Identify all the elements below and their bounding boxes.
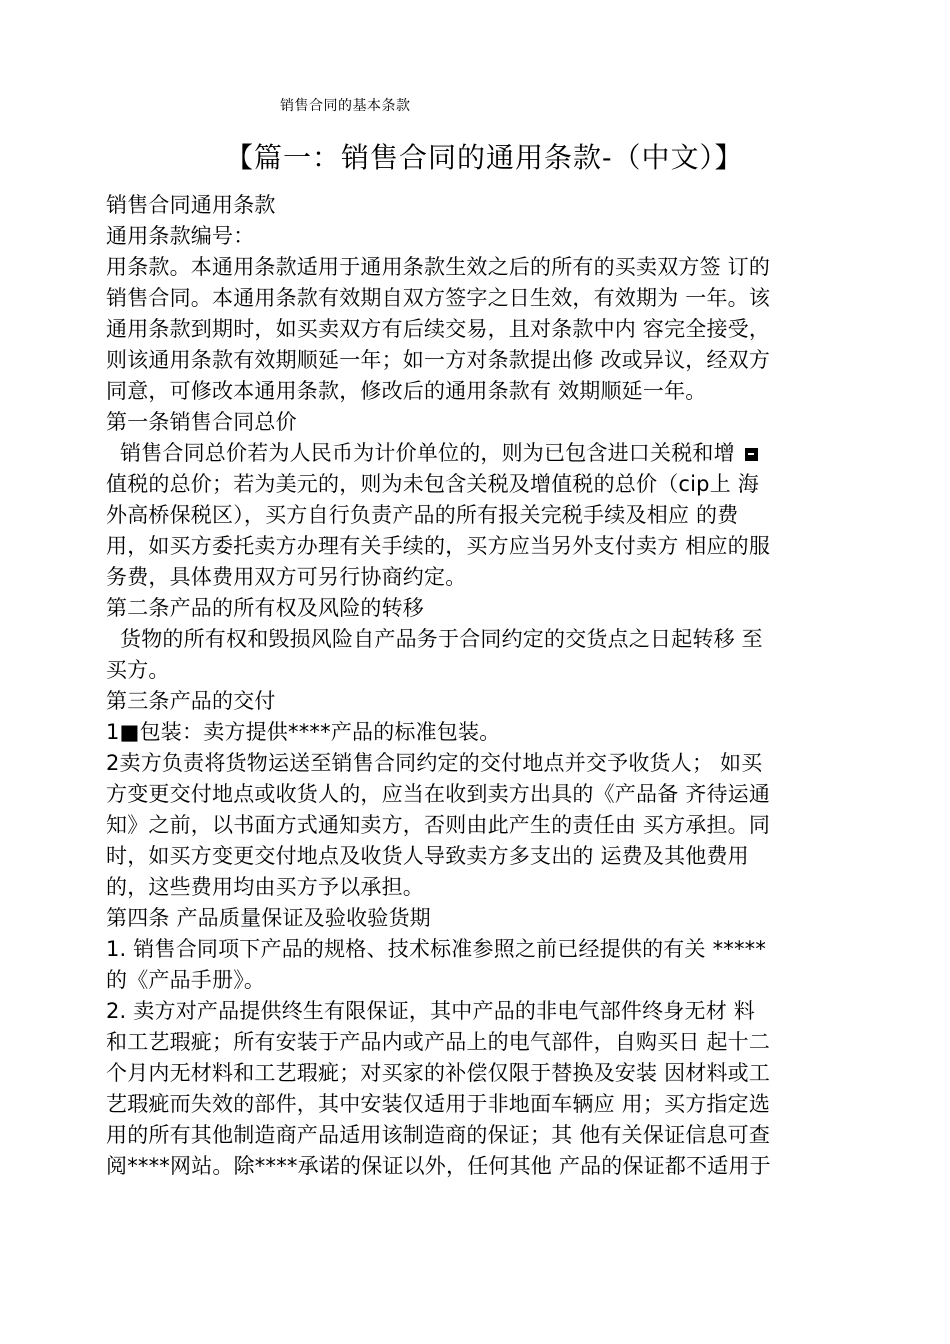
article-3-item-1: 1■包装：卖方提供****产品的标准包装。	[106, 720, 501, 744]
article-4-title: 第四条 产品质量保证及验收验货期	[106, 906, 431, 930]
article-4-item-1	[106, 934, 848, 996]
article-4-item-1-line: 1. 销售合同项下产品的规格、技术标准参照之前已经提供的有关 *****	[106, 937, 767, 961]
article-3-item-2-line: 知》之前，以书面方式通知卖方，否则由此产生的责任由 买方承担。同	[106, 813, 771, 837]
article-3-item-2-line: 时，如买方变更交付地点及收货人导致卖方多支出的 运费及其他费用	[106, 844, 749, 868]
article-1-paragraph	[106, 438, 848, 593]
article-4-item-2-line: 用的所有其他制造商产品适用该制造商的保证；其 他有关保证信息可查	[106, 1123, 771, 1147]
article-4-item-2-line: 阅****网站。除****承诺的保证以外，任何其他 产品的保证都不适用于	[106, 1154, 771, 1178]
article-4-item-1-line: 的《产品手册》。	[106, 968, 266, 992]
intro-line: 同意，可修改本通用条款，修改后的通用条款有 效期顺延一年。	[106, 379, 707, 403]
article-1-line: 值税的总价；若为美元的，则为未包含关税及增值税的总价（cip上 海	[106, 472, 759, 496]
article-1-line-text: 销售合同总价若为人民币为计价单位的，则为已包含进口关税和增	[120, 441, 735, 465]
article-1-line: 外高桥保税区），买方自行负责产品的所有报关完税手续及相应 的费	[106, 503, 739, 527]
intro-line: 则该通用条款有效期顺延一年；如一方对条款提出修 改或异议，经双方	[106, 348, 771, 372]
intro-line: 通用条款到期时，如买卖双方有后续交易，且对条款中内 容完全接受，	[106, 317, 771, 341]
article-2-paragraph	[106, 624, 848, 686]
article-3-item-2-line: 2卖方负责将货物运送至销售合同约定的交付地点并交予收货人； 如买	[106, 751, 763, 775]
article-3-item-2-line: 的，这些费用均由买方予以承担。	[106, 875, 424, 899]
article-4-item-2-line: 艺瑕疵而失效的部件，其中安装仅适用于非地面车辆应 用；买方指定选	[106, 1092, 771, 1116]
article-4-item-2	[106, 996, 848, 1182]
article-2-line: 货物的所有权和毁损风险自产品务于合同约定的交货点之日起转移 至	[120, 627, 763, 651]
header-note: 销售合同的基本条款	[280, 98, 411, 114]
article-2-line: 买方。	[106, 658, 170, 682]
article-4-item-2-line: 和工艺瑕疵；所有安装于产品内或产品上的电气部件，自购买日 起十二	[106, 1030, 771, 1054]
article-4-item-2-line: 2. 卖方对产品提供终生有限保证，其中产品的非电气部件终身无材 料	[106, 999, 755, 1023]
intro-paragraph	[106, 252, 848, 407]
article-2-title: 第二条产品的所有权及风险的转移	[106, 596, 424, 620]
clause-number-label: 通用条款编号：	[106, 224, 255, 248]
article-3-item-2	[106, 748, 848, 903]
article-3-item-2-line: 方变更交付地点或收货人的，应当在收到卖方出具的《产品备 齐待运通	[106, 782, 771, 806]
intro-line: 销售合同。本通用条款有效期自双方签字之日生效，有效期为 一年。该	[106, 286, 771, 310]
article-4-item-2-line: 个月内无材料和工艺瑕疵；对买家的补偿仅限于替换及安装 因材料或工	[106, 1061, 771, 1085]
article-1-line: 务费，具体费用双方可另行协商约定。	[106, 565, 467, 589]
document-title: 【篇一：销售合同的通用条款-（中文）】	[225, 141, 744, 174]
intro-line: 用条款。本通用条款适用于通用条款生效之后的所有的买卖双方签 订的	[106, 255, 771, 279]
article-1-line	[106, 438, 848, 469]
document-body	[106, 190, 848, 1182]
article-3-title: 第三条产品的交付	[106, 689, 276, 713]
page-marker-icon	[745, 448, 758, 461]
article-1-line: 用，如买方委托卖方办理有关手续的，买方应当另外支付卖方 相应的服	[106, 534, 771, 558]
main-heading: 销售合同通用条款	[106, 193, 276, 217]
article-1-title: 第一条销售合同总价	[106, 410, 297, 434]
